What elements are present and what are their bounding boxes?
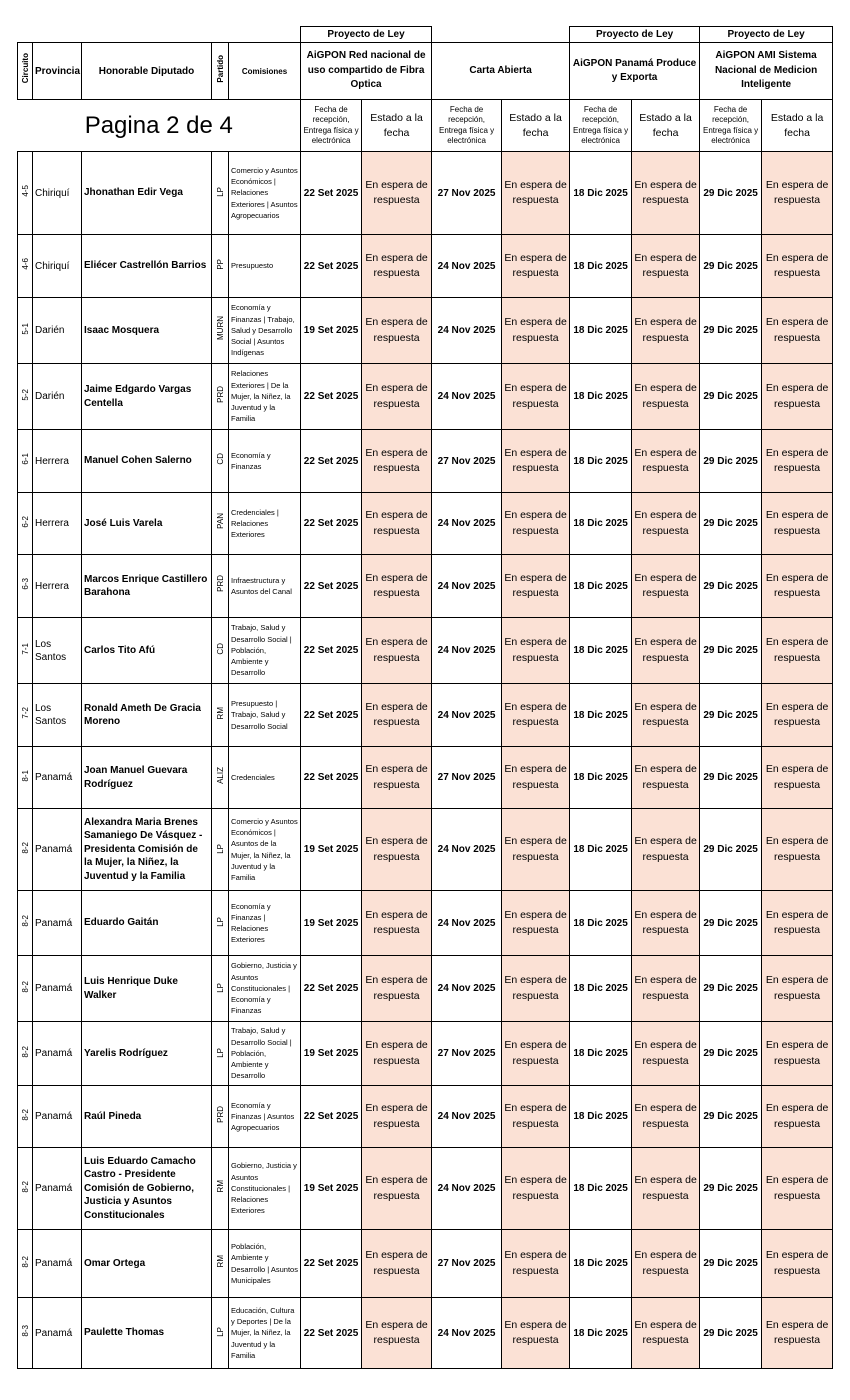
fecha-cell-4: 29 Dic 2025 <box>700 1298 762 1369</box>
estado-cell-2: En espera de respuesta <box>502 1148 570 1230</box>
estado-cell-3: En espera de respuesta <box>632 747 700 809</box>
fecha-cell-3: 18 Dic 2025 <box>570 1298 632 1369</box>
fecha-cell-4: 29 Dic 2025 <box>700 956 762 1022</box>
fecha-cell-2: 24 Nov 2025 <box>432 809 502 891</box>
diputado-cell: Marcos Enrique Castillero Barahona <box>82 555 212 618</box>
provincia-cell: Chiriquí <box>33 235 82 298</box>
estado-cell-4: En espera de respuesta <box>762 1086 833 1148</box>
diputado-cell: Jhonathan Edir Vega <box>82 152 212 235</box>
provincia-cell: Panamá <box>33 956 82 1022</box>
fecha-cell-3: 18 Dic 2025 <box>570 891 632 956</box>
estado-cell-2: En espera de respuesta <box>502 618 570 684</box>
fecha-cell-2: 24 Nov 2025 <box>432 298 502 364</box>
provincia-cell: Panamá <box>33 1022 82 1086</box>
partido-cell: PAN <box>215 513 225 529</box>
partido-cell: RM <box>215 1180 225 1193</box>
diputado-cell: Omar Ortega <box>82 1230 212 1298</box>
estado-cell-1: En espera de respuesta <box>362 956 432 1022</box>
estado-cell-3: En espera de respuesta <box>632 809 700 891</box>
comisiones-cell: Economía y Finanzas | Trabajo, Salud y Desarrollo Social | Asuntos Indígenas <box>229 298 301 364</box>
diputado-cell: Isaac Mosquera <box>82 298 212 364</box>
fecha-cell-2: 24 Nov 2025 <box>432 956 502 1022</box>
circuito-cell: 6-1 <box>20 453 30 465</box>
project-label-4: Proyecto de Ley <box>700 27 833 43</box>
table-row <box>18 555 833 618</box>
fecha-cell-4: 29 Dic 2025 <box>700 1230 762 1298</box>
fecha-cell-3: 18 Dic 2025 <box>570 493 632 555</box>
fecha-cell-4: 29 Dic 2025 <box>700 430 762 493</box>
fecha-header-2: Fecha de recepción, Entrega física y electrónica <box>432 100 502 152</box>
estado-cell-1: En espera de respuesta <box>362 1022 432 1086</box>
fecha-cell-3: 18 Dic 2025 <box>570 152 632 235</box>
fecha-header-3: Fecha de recepción, Entrega física y electrónica <box>570 100 632 152</box>
circuito-cell: 7-2 <box>20 707 30 719</box>
fecha-cell-3: 18 Dic 2025 <box>570 684 632 747</box>
estado-header-4: Estado a la fecha <box>762 100 833 152</box>
estado-cell-4: En espera de respuesta <box>762 747 833 809</box>
fecha-cell-3: 18 Dic 2025 <box>570 1022 632 1086</box>
fecha-cell-1: 22 Set 2025 <box>301 152 362 235</box>
partido-header: Partido <box>215 54 225 83</box>
fecha-cell-3: 18 Dic 2025 <box>570 1148 632 1230</box>
comisiones-cell: Comercio y Asuntos Económicos | Asuntos de la Mujer, la Niñez, la Juventud y la Familia <box>229 809 301 891</box>
estado-cell-1: En espera de respuesta <box>362 235 432 298</box>
estado-cell-4: En espera de respuesta <box>762 152 833 235</box>
fecha-cell-2: 27 Nov 2025 <box>432 747 502 809</box>
estado-cell-4: En espera de respuesta <box>762 956 833 1022</box>
circuito-cell: 6-3 <box>20 578 30 590</box>
fecha-cell-2: 24 Nov 2025 <box>432 235 502 298</box>
estado-cell-4: En espera de respuesta <box>762 555 833 618</box>
fecha-cell-4: 29 Dic 2025 <box>700 618 762 684</box>
comisiones-cell: Economía y Finanzas | Relaciones Exteriores <box>229 891 301 956</box>
fecha-cell-1: 22 Set 2025 <box>301 684 362 747</box>
fecha-cell-3: 18 Dic 2025 <box>570 956 632 1022</box>
provincia-cell: Chiriquí <box>33 152 82 235</box>
fecha-cell-4: 29 Dic 2025 <box>700 555 762 618</box>
circuito-cell: 8-3 <box>20 1325 30 1337</box>
estado-cell-3: En espera de respuesta <box>632 1086 700 1148</box>
table-row <box>18 1230 833 1298</box>
partido-cell: CD <box>215 453 225 465</box>
circuito-cell: 4-6 <box>20 258 30 270</box>
estado-header-3: Estado a la fecha <box>632 100 700 152</box>
comisiones-cell: Credenciales | Relaciones Exteriores <box>229 493 301 555</box>
fecha-cell-2: 27 Nov 2025 <box>432 430 502 493</box>
fecha-cell-4: 29 Dic 2025 <box>700 1086 762 1148</box>
diputado-cell: Joan Manuel Guevara Rodríguez <box>82 747 212 809</box>
provincia-header: Provincia <box>33 43 82 100</box>
estado-cell-2: En espera de respuesta <box>502 364 570 430</box>
table-row <box>18 493 833 555</box>
estado-cell-1: En espera de respuesta <box>362 152 432 235</box>
fecha-cell-3: 18 Dic 2025 <box>570 1230 632 1298</box>
table-row <box>18 430 833 493</box>
estado-cell-1: En espera de respuesta <box>362 747 432 809</box>
fecha-header-1: Fecha de recepción, Entrega física y electrónica <box>301 100 362 152</box>
estado-cell-2: En espera de respuesta <box>502 493 570 555</box>
fecha-cell-2: 24 Nov 2025 <box>432 364 502 430</box>
estado-cell-2: En espera de respuesta <box>502 747 570 809</box>
estado-cell-2: En espera de respuesta <box>502 809 570 891</box>
estado-cell-3: En espera de respuesta <box>632 152 700 235</box>
provincia-cell: Panamá <box>33 1298 82 1369</box>
circuito-cell: 8-2 <box>20 841 30 854</box>
estado-cell-3: En espera de respuesta <box>632 684 700 747</box>
fecha-cell-2: 24 Nov 2025 <box>432 1298 502 1369</box>
diputado-cell: Manuel Cohen Salerno <box>82 430 212 493</box>
estado-cell-3: En espera de respuesta <box>632 555 700 618</box>
partido-cell: LP <box>215 843 225 854</box>
circuito-cell: 5-2 <box>20 388 30 401</box>
comisiones-cell: Relaciones Exteriores | De la Mujer, la Niñez, la Juventud y la Familia <box>229 364 301 430</box>
fecha-cell-1: 22 Set 2025 <box>301 747 362 809</box>
fecha-cell-2: 24 Nov 2025 <box>432 1148 502 1230</box>
fecha-cell-1: 22 Set 2025 <box>301 235 362 298</box>
estado-cell-4: En espera de respuesta <box>762 364 833 430</box>
circuito-cell: 8-2 <box>20 1045 30 1058</box>
estado-cell-2: En espera de respuesta <box>502 956 570 1022</box>
estado-cell-4: En espera de respuesta <box>762 493 833 555</box>
provincia-cell: Herrera <box>33 430 82 493</box>
estado-cell-4: En espera de respuesta <box>762 809 833 891</box>
estado-cell-1: En espera de respuesta <box>362 364 432 430</box>
group-header-ami: AiGPON AMI Sistema Nacional de Medicion Inteligente <box>700 43 833 100</box>
fecha-cell-4: 29 Dic 2025 <box>700 364 762 430</box>
estado-cell-4: En espera de respuesta <box>762 1230 833 1298</box>
fecha-cell-2: 24 Nov 2025 <box>432 555 502 618</box>
provincia-cell: Darién <box>33 364 82 430</box>
estado-cell-2: En espera de respuesta <box>502 1230 570 1298</box>
estado-cell-3: En espera de respuesta <box>632 364 700 430</box>
fecha-cell-3: 18 Dic 2025 <box>570 618 632 684</box>
estado-cell-3: En espera de respuesta <box>632 1298 700 1369</box>
diputado-cell: Carlos Tito Afú <box>82 618 212 684</box>
comisiones-cell: Economía y Finanzas | Asuntos Agropecuarios <box>229 1086 301 1148</box>
fecha-cell-4: 29 Dic 2025 <box>700 809 762 891</box>
fecha-cell-1: 22 Set 2025 <box>301 956 362 1022</box>
estado-cell-2: En espera de respuesta <box>502 555 570 618</box>
estado-cell-4: En espera de respuesta <box>762 298 833 364</box>
project-label-3: Proyecto de Ley <box>570 27 700 43</box>
circuito-cell: 8-2 <box>20 1108 30 1121</box>
provincia-cell: Herrera <box>33 493 82 555</box>
estado-cell-2: En espera de respuesta <box>502 1298 570 1369</box>
fecha-cell-1: 22 Set 2025 <box>301 1298 362 1369</box>
table-row <box>18 298 833 364</box>
estado-cell-4: En espera de respuesta <box>762 618 833 684</box>
estado-cell-3: En espera de respuesta <box>632 1022 700 1086</box>
fecha-cell-1: 19 Set 2025 <box>301 1022 362 1086</box>
circuito-header: Circuito <box>20 53 30 84</box>
partido-cell: ALIZ <box>215 766 225 784</box>
table-row <box>18 684 833 747</box>
estado-cell-3: En espera de respuesta <box>632 891 700 956</box>
fecha-cell-1: 22 Set 2025 <box>301 1086 362 1148</box>
comisiones-cell: Presupuesto <box>229 235 301 298</box>
provincia-cell: Panamá <box>33 747 82 809</box>
estado-cell-4: En espera de respuesta <box>762 1148 833 1230</box>
estado-cell-1: En espera de respuesta <box>362 430 432 493</box>
diputado-cell: Eliécer Castrellón Barrios <box>82 235 212 298</box>
table-row <box>18 364 833 430</box>
estado-cell-2: En espera de respuesta <box>502 891 570 956</box>
estado-cell-3: En espera de respuesta <box>632 298 700 364</box>
circuito-cell: 8-2 <box>20 980 30 993</box>
partido-cell: RM <box>215 706 225 719</box>
fecha-cell-4: 29 Dic 2025 <box>700 1148 762 1230</box>
estado-cell-1: En espera de respuesta <box>362 1298 432 1369</box>
table-row <box>18 891 833 956</box>
estado-cell-1: En espera de respuesta <box>362 298 432 364</box>
diputado-cell: Jaime Edgardo Vargas Centella <box>82 364 212 430</box>
fecha-cell-1: 22 Set 2025 <box>301 555 362 618</box>
estado-cell-3: En espera de respuesta <box>632 1230 700 1298</box>
estado-cell-4: En espera de respuesta <box>762 891 833 956</box>
fecha-cell-3: 18 Dic 2025 <box>570 235 632 298</box>
project-label-1: Proyecto de Ley <box>301 27 432 43</box>
fecha-cell-2: 27 Nov 2025 <box>432 152 502 235</box>
comisiones-cell: Infraestructura y Asuntos del Canal <box>229 555 301 618</box>
provincia-cell: Panamá <box>33 1148 82 1230</box>
comisiones-cell: Economía y Finanzas <box>229 430 301 493</box>
fecha-cell-4: 29 Dic 2025 <box>700 684 762 747</box>
partido-cell: LP <box>215 917 225 927</box>
table-row <box>18 1298 833 1369</box>
group-header-carta: Carta Abierta <box>432 43 570 100</box>
partido-cell: PRD <box>215 385 225 403</box>
diputado-cell: Luis Henrique Duke Walker <box>82 956 212 1022</box>
fecha-cell-3: 18 Dic 2025 <box>570 364 632 430</box>
fecha-cell-4: 29 Dic 2025 <box>700 298 762 364</box>
estado-cell-2: En espera de respuesta <box>502 1086 570 1148</box>
fecha-cell-2: 24 Nov 2025 <box>432 1086 502 1148</box>
provincia-cell: Darién <box>33 298 82 364</box>
estado-cell-1: En espera de respuesta <box>362 1148 432 1230</box>
estado-cell-3: En espera de respuesta <box>632 618 700 684</box>
partido-cell: PRD <box>215 1105 225 1123</box>
table-row <box>18 809 833 891</box>
diputado-cell: Alexandra Maria Brenes Samaniego De Vásquez - Presidenta Comisión de la Mujer, la Niñez, la Juventud y la Familia <box>82 809 212 891</box>
fecha-cell-3: 18 Dic 2025 <box>570 1086 632 1148</box>
table-row <box>18 1086 833 1148</box>
estado-cell-4: En espera de respuesta <box>762 1298 833 1369</box>
table-row <box>18 152 833 235</box>
partido-cell: MURN <box>215 316 225 340</box>
comisiones-cell: Educación, Cultura y Deportes | De la Mujer, la Niñez, la Juventud y la Familia <box>229 1298 301 1369</box>
provincia-cell: Panamá <box>33 891 82 956</box>
fecha-cell-3: 18 Dic 2025 <box>570 555 632 618</box>
table-row <box>18 235 833 298</box>
circuito-cell: 8-1 <box>20 769 30 782</box>
fecha-cell-2: 27 Nov 2025 <box>432 1022 502 1086</box>
table-row <box>18 1148 833 1230</box>
fecha-cell-2: 24 Nov 2025 <box>432 618 502 684</box>
fecha-cell-2: 24 Nov 2025 <box>432 684 502 747</box>
partido-cell: LP <box>215 1047 225 1058</box>
diputado-cell: Luis Eduardo Camacho Castro - Presidente Comisión de Gobierno, Justicia y Asuntos Constitucionales <box>82 1148 212 1230</box>
estado-cell-4: En espera de respuesta <box>762 235 833 298</box>
fecha-cell-2: 24 Nov 2025 <box>432 891 502 956</box>
estado-cell-4: En espera de respuesta <box>762 684 833 747</box>
comisiones-cell: Población, Ambiente y Desarrollo | Asuntos Municipales <box>229 1230 301 1298</box>
fecha-cell-4: 29 Dic 2025 <box>700 1022 762 1086</box>
diputado-cell: Ronald Ameth De Gracia Moreno <box>82 684 212 747</box>
diputado-cell: Paulette Thomas <box>82 1298 212 1369</box>
provincia-cell: Panamá <box>33 809 82 891</box>
fecha-cell-1: 22 Set 2025 <box>301 493 362 555</box>
page-indicator: Pagina 2 de 4 <box>84 111 233 139</box>
estado-cell-4: En espera de respuesta <box>762 1022 833 1086</box>
diputado-cell: Raúl Pineda <box>82 1086 212 1148</box>
partido-cell: CD <box>215 642 225 655</box>
partido-cell: LP <box>215 187 225 197</box>
estado-cell-3: En espera de respuesta <box>632 493 700 555</box>
circuito-cell: 6-2 <box>20 515 30 528</box>
fecha-cell-1: 22 Set 2025 <box>301 364 362 430</box>
estado-cell-1: En espera de respuesta <box>362 618 432 684</box>
circuito-cell: 4-5 <box>20 185 30 197</box>
deputies-table <box>17 26 833 1369</box>
diputado-cell: José Luis Varela <box>82 493 212 555</box>
estado-cell-1: En espera de respuesta <box>362 1086 432 1148</box>
comisiones-cell: Presupuesto | Trabajo, Salud y Desarrollo Social <box>229 684 301 747</box>
estado-header-1: Estado a la fecha <box>362 100 432 152</box>
fecha-cell-4: 29 Dic 2025 <box>700 493 762 555</box>
diputado-header: Honorable Diputado <box>82 43 212 100</box>
fecha-cell-1: 22 Set 2025 <box>301 430 362 493</box>
circuito-cell: 5-1 <box>20 322 30 335</box>
comisiones-cell: Credenciales <box>229 747 301 809</box>
estado-cell-2: En espera de respuesta <box>502 298 570 364</box>
provincia-cell: Panamá <box>33 1230 82 1298</box>
fecha-cell-3: 18 Dic 2025 <box>570 747 632 809</box>
fecha-cell-2: 27 Nov 2025 <box>432 1230 502 1298</box>
provincia-cell: Los Santos <box>33 618 82 684</box>
comisiones-cell: Gobierno, Justicia y Asuntos Constitucionales | Economía y Finanzas <box>229 956 301 1022</box>
estado-cell-1: En espera de respuesta <box>362 684 432 747</box>
estado-cell-3: En espera de respuesta <box>632 235 700 298</box>
group-header-produce: AiGPON Panamá Produce y Exporta <box>570 43 700 100</box>
estado-cell-1: En espera de respuesta <box>362 891 432 956</box>
table-row <box>18 618 833 684</box>
partido-cell: LP <box>215 982 225 993</box>
estado-cell-1: En espera de respuesta <box>362 1230 432 1298</box>
estado-cell-2: En espera de respuesta <box>502 684 570 747</box>
fecha-cell-4: 29 Dic 2025 <box>700 152 762 235</box>
fecha-cell-1: 19 Set 2025 <box>301 1148 362 1230</box>
comisiones-header: Comisiones <box>229 43 301 100</box>
fecha-cell-3: 18 Dic 2025 <box>570 298 632 364</box>
circuito-cell: 7-1 <box>20 642 30 655</box>
comisiones-cell: Gobierno, Justicia y Asuntos Constitucionales | Relaciones Exteriores <box>229 1148 301 1230</box>
circuito-cell: 8-2 <box>20 1255 30 1268</box>
partido-cell: LP <box>215 1327 225 1337</box>
estado-cell-1: En espera de respuesta <box>362 809 432 891</box>
table-row <box>18 956 833 1022</box>
comisiones-cell: Comercio y Asuntos Económicos | Relaciones Exteriores | Asuntos Agropecuarios <box>229 152 301 235</box>
fecha-cell-4: 29 Dic 2025 <box>700 235 762 298</box>
table-row <box>18 747 833 809</box>
partido-cell: PP <box>215 259 225 270</box>
provincia-cell: Los Santos <box>33 684 82 747</box>
group-header-fibra: AiGPON Red nacional de uso compartido de Fibra Optica <box>301 43 432 100</box>
estado-header-2: Estado a la fecha <box>502 100 570 152</box>
fecha-cell-3: 18 Dic 2025 <box>570 809 632 891</box>
estado-cell-1: En espera de respuesta <box>362 493 432 555</box>
fecha-cell-1: 22 Set 2025 <box>301 1230 362 1298</box>
diputado-cell: Eduardo Gaitán <box>82 891 212 956</box>
provincia-cell: Panamá <box>33 1086 82 1148</box>
estado-cell-2: En espera de respuesta <box>502 235 570 298</box>
fecha-cell-1: 19 Set 2025 <box>301 891 362 956</box>
fecha-cell-1: 19 Set 2025 <box>301 809 362 891</box>
fecha-cell-4: 29 Dic 2025 <box>700 891 762 956</box>
fecha-header-4: Fecha de recepción, Entrega física y electrónica <box>700 100 762 152</box>
comisiones-cell: Trabajo, Salud y Desarrollo Social | Población, Ambiente y Desarrollo <box>229 618 301 684</box>
circuito-cell: 8-2 <box>20 915 30 927</box>
estado-cell-3: En espera de respuesta <box>632 956 700 1022</box>
estado-cell-3: En espera de respuesta <box>632 430 700 493</box>
circuito-cell: 8-2 <box>20 1180 30 1193</box>
comisiones-cell: Trabajo, Salud y Desarrollo Social | Población, Ambiente y Desarrollo <box>229 1022 301 1086</box>
estado-cell-2: En espera de respuesta <box>502 152 570 235</box>
fecha-cell-1: 19 Set 2025 <box>301 298 362 364</box>
fecha-cell-2: 24 Nov 2025 <box>432 493 502 555</box>
provincia-cell: Herrera <box>33 555 82 618</box>
diputado-cell: Yarelis Rodríguez <box>82 1022 212 1086</box>
partido-cell: RM <box>215 1255 225 1268</box>
fecha-cell-4: 29 Dic 2025 <box>700 747 762 809</box>
estado-cell-1: En espera de respuesta <box>362 555 432 618</box>
estado-cell-2: En espera de respuesta <box>502 430 570 493</box>
table-row <box>18 1022 833 1086</box>
estado-cell-2: En espera de respuesta <box>502 1022 570 1086</box>
fecha-cell-3: 18 Dic 2025 <box>570 430 632 493</box>
partido-cell: PRD <box>215 575 225 592</box>
fecha-cell-1: 22 Set 2025 <box>301 618 362 684</box>
estado-cell-4: En espera de respuesta <box>762 430 833 493</box>
estado-cell-3: En espera de respuesta <box>632 1148 700 1230</box>
